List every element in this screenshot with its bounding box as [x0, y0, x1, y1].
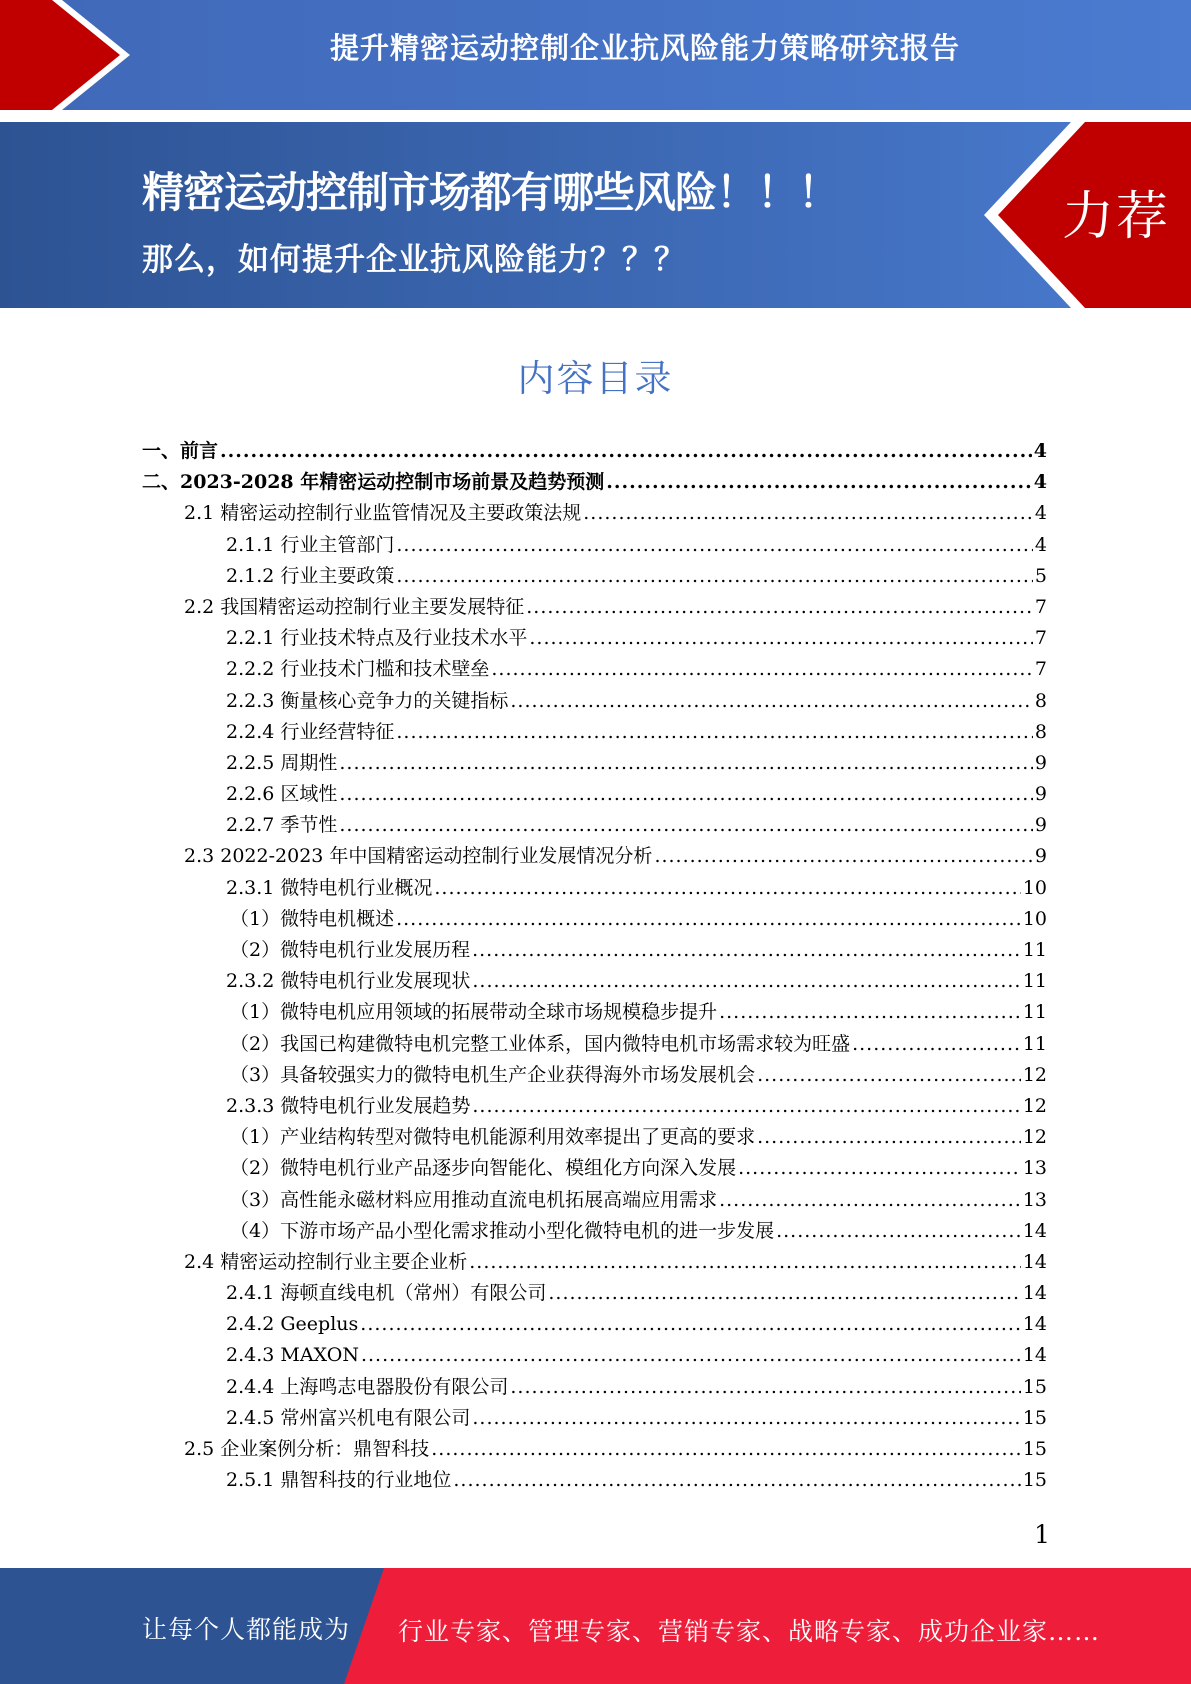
toc-entry[interactable]: [142, 966, 1047, 997]
toc-leader: [757, 1060, 1021, 1091]
toc-entry-page: 9: [1034, 783, 1047, 806]
toc-leader: [396, 904, 1021, 935]
toc-entry-page: 15: [1022, 1438, 1047, 1460]
toc-entry-page: 5: [1034, 564, 1047, 587]
recommend-badge: 力荐: [1062, 187, 1171, 247]
toc-entry-page: 12: [1022, 1094, 1047, 1117]
toc-entry-label: （1）微特电机概述: [230, 907, 395, 930]
toc-leader: [361, 1340, 1021, 1371]
banner-subheadline: 那么，如何提升企业抗风险能力？？？: [142, 242, 686, 278]
header-bar: [0, 0, 1191, 110]
toc-entry-label: （1）产业结构转型对微特电机能源利用效率提出了更高的要求: [230, 1126, 756, 1149]
toc-entry-label: 2.5 企业案例分析：鼎智科技: [184, 1438, 430, 1460]
toc-entry[interactable]: [142, 1247, 1047, 1278]
hero-banner: [0, 122, 1191, 308]
toc-entry-page: 4: [1034, 533, 1047, 556]
toc-entry-page: 9: [1034, 845, 1047, 868]
toc-entry-page: 14: [1022, 1344, 1047, 1367]
toc-entry-page: 11: [1022, 1032, 1047, 1055]
toc-entry[interactable]: [142, 1340, 1047, 1371]
toc-leader: [396, 717, 1033, 748]
toc-entry-label: 2.2 我国精密运动控制行业主要发展特征: [184, 595, 525, 618]
toc-entry[interactable]: [142, 904, 1047, 935]
banner-headline: 精密运动控制市场都有哪些风险！！！: [142, 168, 840, 217]
toc-leader: [654, 841, 1032, 872]
toc-entry[interactable]: [142, 935, 1047, 966]
toc-entry-page: 10: [1022, 876, 1047, 899]
toc-entry-page: 11: [1022, 939, 1047, 961]
toc-entry-label: 2.2.1 行业技术特点及行业技术水平: [226, 627, 528, 650]
toc-leader: [606, 467, 1032, 498]
toc-entry-page: 14: [1022, 1282, 1047, 1305]
toc-entry-label: 2.3.3 微特电机行业发展趋势: [226, 1094, 471, 1117]
toc-entry-page: 7: [1034, 658, 1047, 681]
toc-leader: [719, 997, 1021, 1028]
toc-entry-label: 2.2.5 周期性: [226, 751, 338, 774]
toc-entry-label: 2.4.4 上海鸣志电器股份有限公司: [226, 1375, 509, 1398]
toc-entry-page: 9: [1034, 814, 1047, 837]
toc-leader: [434, 873, 1020, 904]
toc-entry-label: （2）微特电机行业发展历程: [230, 939, 471, 961]
toc-entry-label: 2.2.4 行业经营特征: [226, 720, 395, 743]
toc-entry-label: 2.4.3 MAXON: [226, 1344, 359, 1367]
table-of-contents: [142, 436, 1047, 1496]
toc-entry-label: 2.1.2 行业主要政策: [226, 564, 395, 587]
toc-entry-label: 2.4 精密运动控制行业主要企业析: [184, 1250, 468, 1273]
toc-leader: [583, 498, 1033, 529]
toc-entry[interactable]: [142, 1185, 1047, 1216]
toc-entry[interactable]: [142, 1434, 1047, 1465]
toc-entry-page: 15: [1022, 1375, 1047, 1398]
toc-leader: [757, 1122, 1021, 1153]
toc-entry[interactable]: [142, 1091, 1047, 1122]
toc-title: 内容目录: [517, 357, 674, 400]
footer-bar: [0, 1568, 1191, 1684]
toc-leader: [472, 935, 1021, 966]
toc-entry-label: 2.3.2 微特电机行业发展现状: [226, 970, 471, 993]
toc-entry-label: 2.4.1 海顿直线电机（常州）有限公司: [226, 1282, 547, 1305]
toc-entry[interactable]: [142, 1372, 1047, 1403]
toc-leader: [339, 779, 1033, 810]
toc-entry-page: 11: [1022, 970, 1047, 993]
toc-entry-page: 10: [1022, 907, 1047, 930]
toc-entry[interactable]: [142, 1153, 1047, 1184]
toc-leader: [396, 530, 1033, 561]
toc-entry[interactable]: [142, 561, 1047, 592]
toc-leader: [396, 561, 1033, 592]
toc-entry[interactable]: [142, 997, 1047, 1028]
toc-entry-label: 2.3 2022-2023 年中国精密运动控制行业发展情况分析: [184, 845, 653, 868]
toc-leader: [510, 686, 1033, 717]
toc-entry-page: 15: [1022, 1406, 1047, 1429]
toc-entry-label: 2.2.6 区域性: [226, 783, 338, 806]
toc-leader: [852, 1029, 1021, 1060]
toc-leader: [548, 1278, 1020, 1309]
toc-entry-page: 13: [1022, 1188, 1047, 1211]
toc-entry-label: 2.1 精密运动控制行业监管情况及主要政策法规: [184, 502, 582, 525]
toc-entry-label: 2.1.1 行业主管部门: [226, 533, 395, 556]
toc-entry-page: 4: [1033, 440, 1047, 462]
toc-entry[interactable]: [142, 810, 1047, 841]
toc-leader: [431, 1434, 1021, 1465]
toc-leader: [510, 1372, 1020, 1403]
toc-leader: [453, 1465, 1020, 1496]
toc-entry[interactable]: [142, 654, 1047, 685]
toc-entry-label: （3）具备较强实力的微特电机生产企业获得海外市场发展机会: [230, 1063, 756, 1086]
toc-entry[interactable]: [142, 1216, 1047, 1247]
toc-entry-page: 7: [1034, 627, 1047, 650]
toc-entry-page: 15: [1022, 1469, 1047, 1492]
toc-leader: [360, 1309, 1021, 1340]
toc-entry[interactable]: [142, 498, 1047, 529]
toc-entry[interactable]: [142, 873, 1047, 904]
toc-entry-page: 11: [1022, 1001, 1047, 1024]
toc-entry[interactable]: [142, 436, 1047, 467]
toc-entry-page: 8: [1034, 720, 1047, 743]
toc-entry-page: 14: [1022, 1250, 1047, 1273]
toc-entry-page: 14: [1022, 1219, 1047, 1242]
toc-leader: [220, 436, 1032, 467]
toc-entry-page: 7: [1034, 595, 1047, 618]
toc-entry[interactable]: [142, 779, 1047, 810]
toc-entry-page: 14: [1022, 1313, 1047, 1336]
toc-entry-label: （2）微特电机行业产品逐步向智能化、模组化方向深入发展: [230, 1157, 737, 1180]
toc-entry[interactable]: [142, 1029, 1047, 1060]
toc-entry[interactable]: [142, 717, 1047, 748]
toc-entry-label: （1）微特电机应用领域的拓展带动全球市场规模稳步提升: [230, 1001, 718, 1024]
toc-entry-page: 13: [1022, 1157, 1047, 1180]
toc-entry-page: 12: [1022, 1063, 1047, 1086]
toc-leader: [776, 1216, 1021, 1247]
toc-entry-page: 4: [1033, 471, 1047, 494]
toc-entry[interactable]: [142, 592, 1047, 623]
toc-entry[interactable]: [142, 1278, 1047, 1309]
toc-entry-page: 9: [1034, 751, 1047, 774]
footer-slogan-right: 行业专家、管理专家、营销专家、战略专家、成功企业家……: [398, 1617, 1101, 1646]
toc-leader: [491, 654, 1033, 685]
toc-entry-label: 二、2023-2028 年精密运动控制市场前景及趋势预测: [142, 471, 605, 494]
toc-leader: [339, 810, 1033, 841]
toc-entry[interactable]: [142, 1060, 1047, 1091]
toc-leader: [529, 623, 1033, 654]
toc-entry-label: （3）高性能永磁材料应用推动直流电机拓展高端应用需求: [230, 1188, 718, 1211]
toc-entry-label: （2）我国已构建微特电机完整工业体系，国内微特电机市场需求较为旺盛: [230, 1032, 851, 1055]
toc-leader: [738, 1153, 1021, 1184]
page-number: 1: [1034, 1520, 1050, 1549]
report-title: 提升精密运动控制企业抗风险能力策略研究报告: [329, 31, 960, 65]
footer-slogan-left: 让每个人都能成为: [142, 1615, 351, 1644]
toc-entry[interactable]: [142, 530, 1047, 561]
toc-entry[interactable]: [142, 748, 1047, 779]
toc-entry[interactable]: [142, 686, 1047, 717]
toc-entry[interactable]: [142, 623, 1047, 654]
toc-entry-label: 2.4.2 Geeplus: [226, 1313, 359, 1336]
toc-entry-label: 2.2.7 季节性: [226, 814, 338, 837]
toc-entry[interactable]: [142, 841, 1047, 872]
toc-entry-page: 12: [1022, 1126, 1047, 1149]
toc-entry-label: 2.4.5 常州富兴机电有限公司: [226, 1406, 471, 1429]
toc-entry-label: 2.2.2 行业技术门槛和技术壁垒: [226, 658, 490, 681]
toc-entry-page: 4: [1034, 502, 1047, 525]
toc-entry[interactable]: [142, 1403, 1047, 1434]
toc-entry-label: 2.3.1 微特电机行业概况: [226, 876, 433, 899]
toc-entry-label: 2.5.1 鼎智科技的行业地位: [226, 1469, 452, 1492]
toc-leader: [719, 1185, 1021, 1216]
toc-entry-label: 2.2.3 衡量核心竞争力的关键指标: [226, 689, 509, 712]
toc-leader: [339, 748, 1033, 779]
toc-leader: [469, 1247, 1021, 1278]
toc-entry-label: （4）下游市场产品小型化需求推动小型化微特电机的进一步发展: [230, 1219, 775, 1242]
toc-entry[interactable]: [142, 467, 1047, 498]
toc-entry[interactable]: [142, 1122, 1047, 1153]
toc-leader: [472, 1091, 1020, 1122]
toc-leader: [526, 592, 1033, 623]
toc-entry-label: 一、前言: [142, 440, 219, 462]
toc-entry-page: 8: [1034, 689, 1047, 712]
toc-entry[interactable]: [142, 1465, 1047, 1496]
toc-entry[interactable]: [142, 1309, 1047, 1340]
toc-leader: [472, 966, 1020, 997]
toc-leader: [472, 1403, 1020, 1434]
